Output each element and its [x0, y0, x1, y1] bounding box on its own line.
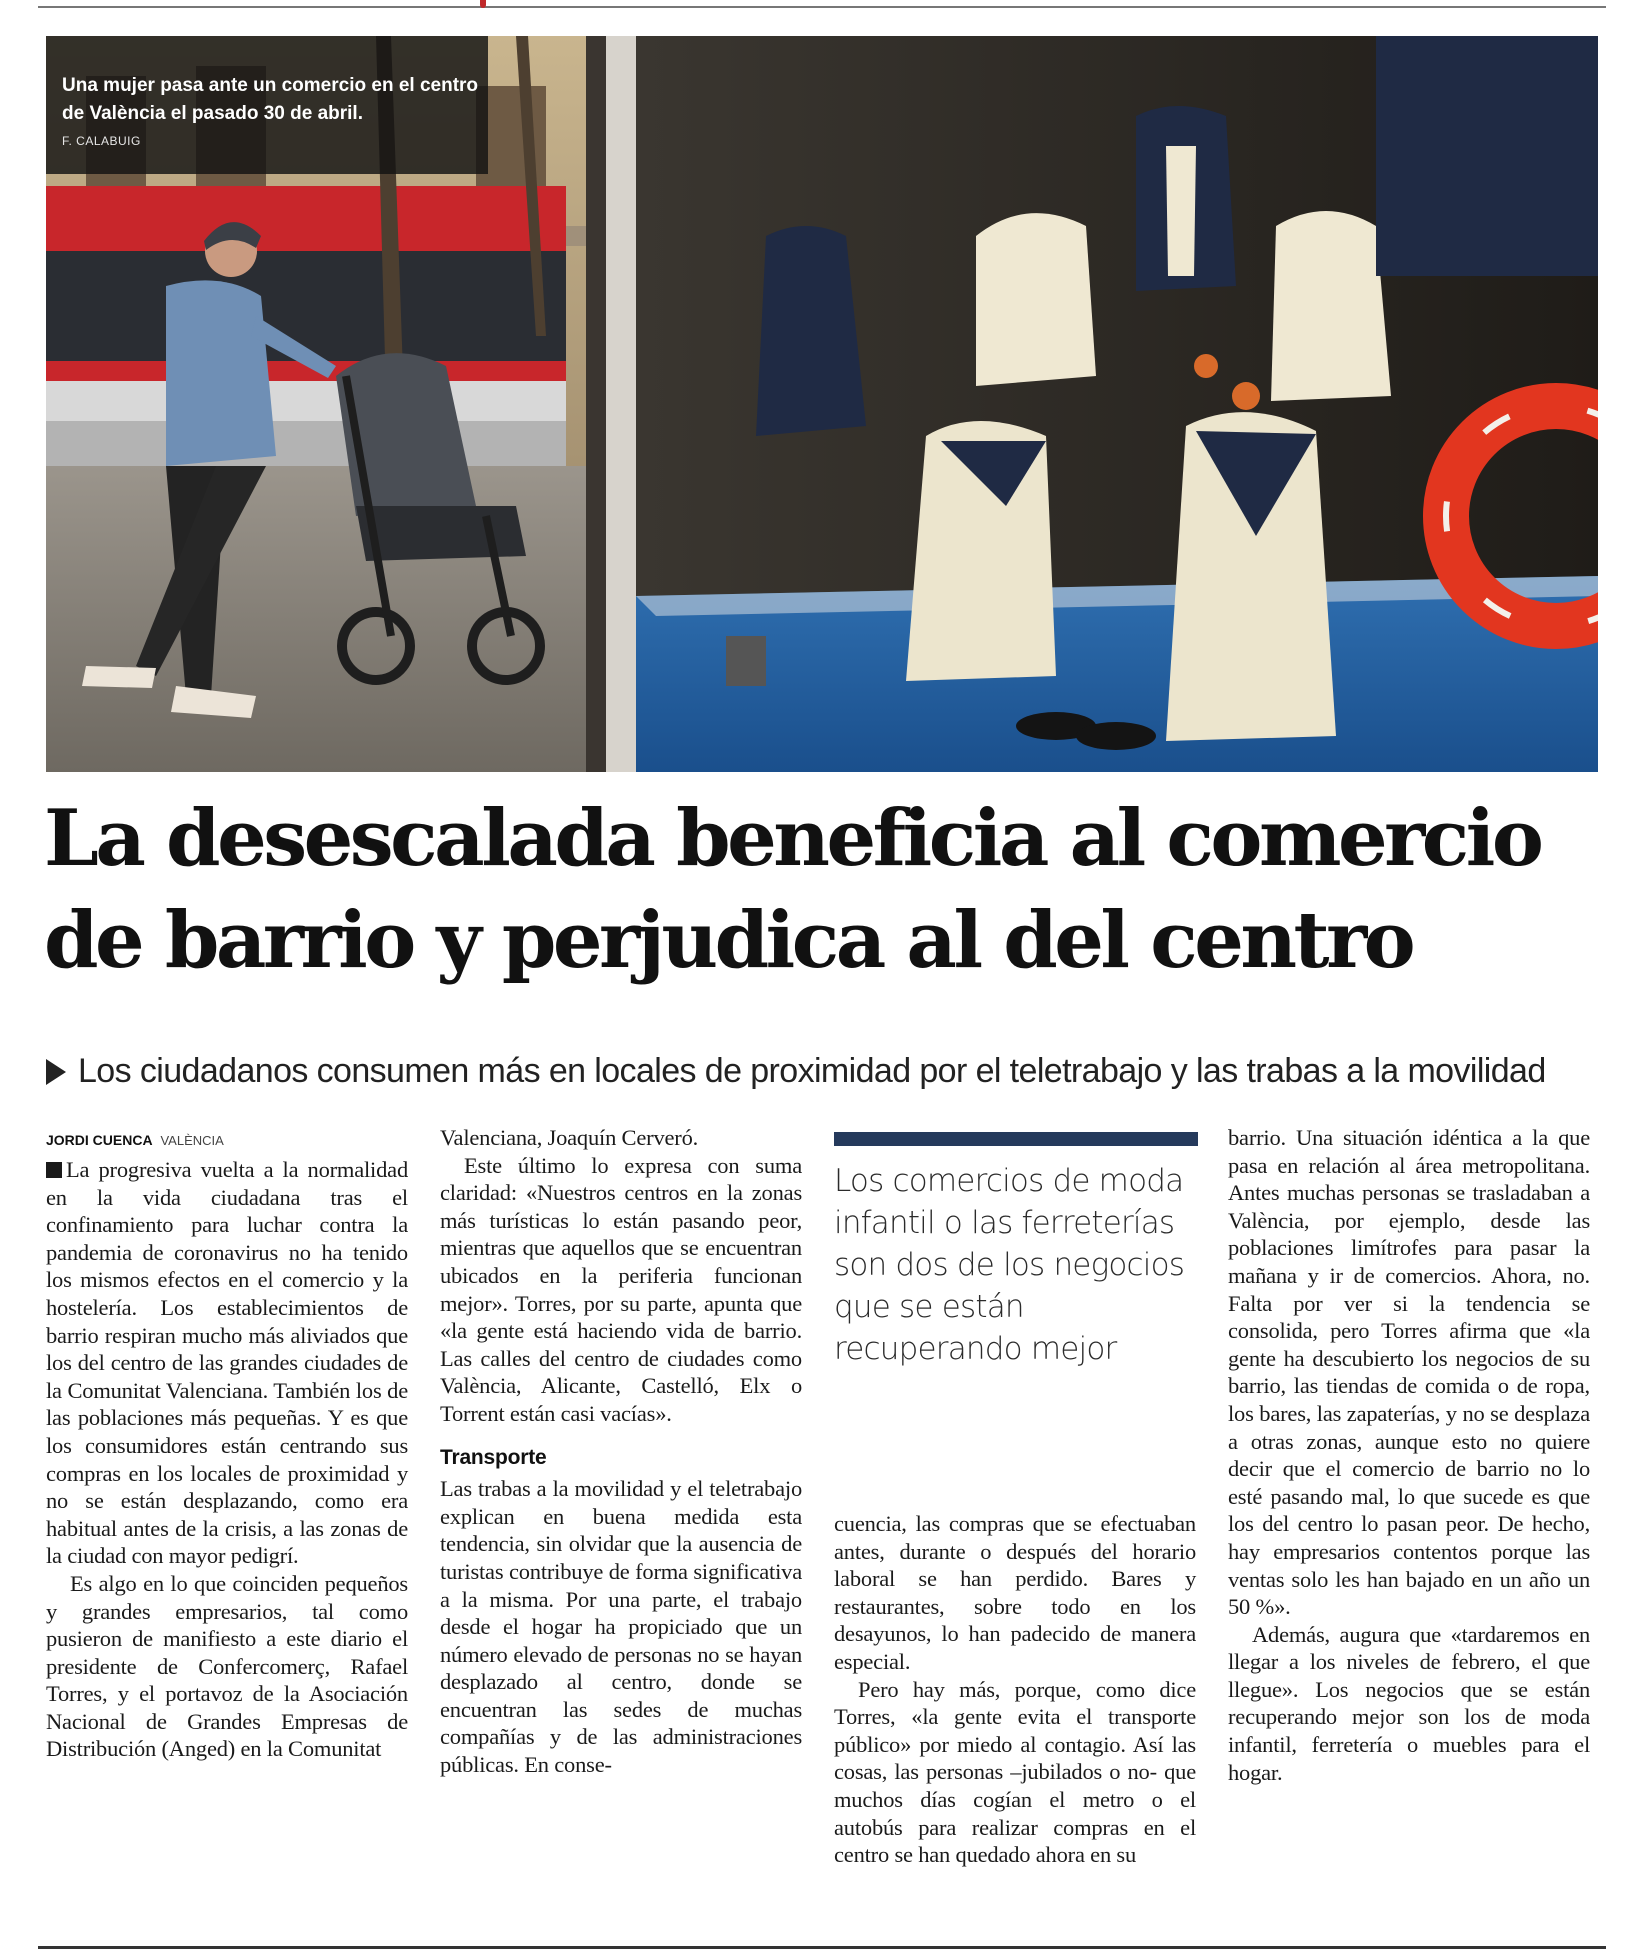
column-1	[46, 1156, 408, 1763]
bottom-rule	[38, 1946, 1606, 1949]
photo-caption-box	[46, 36, 488, 174]
pullquote-rule	[834, 1132, 1198, 1146]
section-accent-mark	[480, 0, 486, 8]
paragraph-continuation: cuencia, las compras que se efectuaban antes, durante o después del horario laboral se han perdido. Bares y restaurantes, sobre todo en los desayunos, lo han padecido de manera especial.	[834, 1511, 1196, 1674]
paragraph: Este último lo expresa con suma claridad: «Nuestros centros en la zonas más turísticas lo están pasando peor, mientras que aquellos que se encuentran ubicados en la periferia funcionan mejor». Torres, por su parte, apunta que «la gente está haciendo vida de barrio. Las calles del centro de ciudades como València, Alicante, Castelló, Elx o Torrent están casi vacías».	[440, 1152, 802, 1426]
paragraph: Es algo en lo que coinciden pequeños y grandes empresarios, tal como pusieron de manifiesto a este diario el presidente de Confercomerç, Rafael Torres, y el portavoz de la Asociación Nacional de Grandes Empresas de Distribución (Anged) en la Comunitat	[46, 1570, 408, 1762]
column-3	[834, 1510, 1196, 1869]
section-heading: Transporte	[440, 1445, 547, 1469]
photo-caption: Una mujer pasa ante un comercio en el centro de València el pasado 30 de abril.	[62, 75, 479, 124]
headline-line-2: de barrio y perjudica al del centro	[44, 895, 1413, 986]
headline-line-1: La desescalada beneficia al comercio	[44, 793, 1541, 884]
triangle-bullet-icon	[46, 1059, 66, 1085]
subheadline-text: Los ciudadanos consumen más en locales de proximidad por el teletrabajo y las trabas a la movilidad	[78, 1052, 1546, 1090]
byline-place: VALÈNCIA	[160, 1133, 224, 1148]
paragraph: Pero hay más, porque, como dice Torres, «la gente evita el transporte público» por miedo al contagio. Así las cosas, las personas –jubilados o no- que muchos días cogían el metro o el autobús para realizar compras en el centro se han quedado ahora en su	[834, 1676, 1196, 1868]
paragraph-continuation: barrio. Una situación idéntica a la que pasa en relación al área metropolitana. Antes muchas personas se trasladaban a València, por ejemplo, desde las poblaciones limítrofes para pasar la mañana y ir de comercios. Ahora, no. Falta por ver si la tendencia se consolida, pero Torres afirma que «la gente ha descubierto los negocios de su barrio, las tiendas de comida o de ropa, los bares, las zapaterías, y no se desplaza a otras zonas, aunque esto no quiere decir que el comercio de barrio no lo esté pasando mal, lo que sucede es que los del centro lo pasan peor. De hecho, hay empresarios contentos porque las ventas solo les han bajado en un año un 50 %».	[1228, 1125, 1590, 1620]
headline	[44, 788, 1614, 992]
byline	[46, 1132, 224, 1148]
paragraph: Las trabas a la movilidad y el teletrabajo explican en buena medida esta tendencia, sin olvidar que la ausencia de turistas contribuye de forma significativa a la misma. Por una parte, el trabajo desde el hogar ha propiciado que un número elevado de personas no se hayan desplazado al centro, donde se encuentran las sedes de muchas compañías y de las administraciones públicas. En conse-	[440, 1476, 802, 1778]
photo-credit: F. CALABUIG	[62, 134, 141, 148]
paragraph	[46, 1156, 408, 1570]
byline-author: JORDI CUENCA	[46, 1132, 153, 1148]
pullquote: Los comercios de moda infantil o las ferreterías son dos de los negocios que se están recuperando mejor	[834, 1163, 1185, 1367]
paragraph-start-square-icon	[46, 1162, 62, 1178]
paragraph: Además, augura que «tardaremos en llegar a los niveles de febrero, el que llegue». Los negocios que se están recuperando mejor son los de moda infantil, ferretería o muebles para el hogar.	[1228, 1621, 1590, 1785]
paragraph-text: La progresiva vuelta a la normalidad en la vida ciudadana tras el confinamiento para luchar contra la pandemia de coronavirus no ha tenido los mismos efectos en el comercio y la hostelería. Los establecimientos de barrio respiran mucho más aliviados que los del centro de las grandes ciudades de la Comunitat Valenciana. También los de las poblaciones más pequeñas. Y es que los consumidores están centrando sus compras en los locales de proximidad y no se están desplazando, como era habitual antes de la crisis, a las zonas de la ciudad con mayor pedigrí.	[46, 1157, 408, 1569]
paragraph-continuation: Valenciana, Joaquín Cerveró.	[440, 1125, 699, 1150]
article-photo	[46, 36, 1598, 772]
column-4	[1228, 1124, 1590, 1786]
subheadline	[46, 1052, 1606, 1091]
column-2	[440, 1124, 802, 1779]
top-rule	[38, 6, 1606, 8]
